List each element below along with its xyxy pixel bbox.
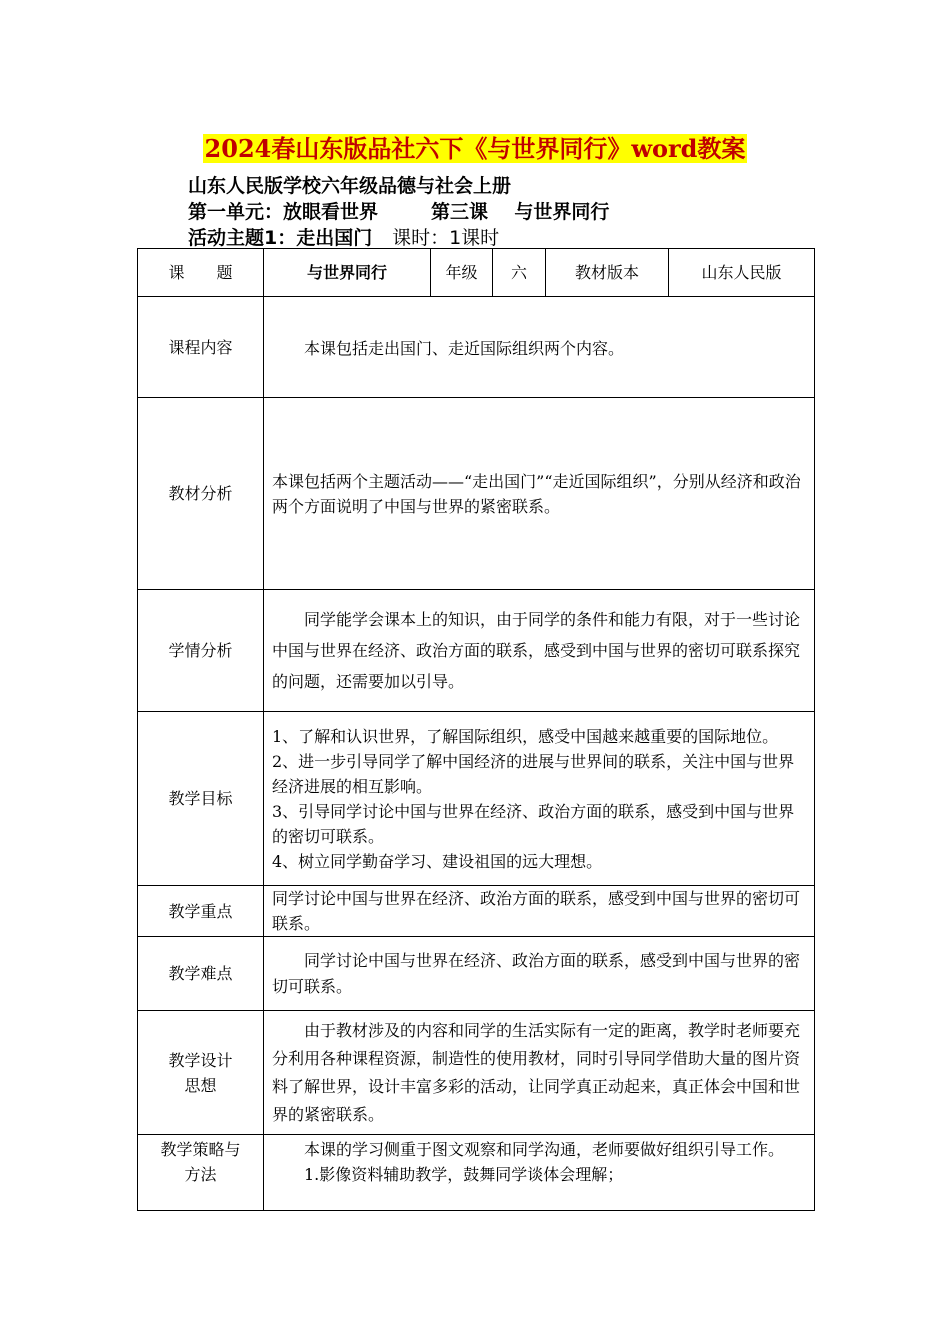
heading-unit: 第一单元：放眼看世界 [188,201,379,223]
label-design [138,1011,264,1135]
table-row-goals [138,712,815,886]
label-keypoint: 教学重点 [138,886,264,937]
design-cell [264,1011,815,1135]
strategy-text-2: 1.影像资料辅助教学，鼓舞同学谈体会理解； [304,1165,624,1184]
goal-item: 3、引导同学讨论中国与世界在经济、政治方面的联系，感受到中国与世界的密切可联系。 [272,801,795,846]
label-difficulty: 教学难点 [138,937,264,1011]
goals-cell [264,712,815,886]
table-row-strategy [138,1135,815,1211]
label-students: 学情分析 [138,590,264,712]
grade-value: 六 [493,249,546,297]
heading-lesson: 第三课 [430,201,488,223]
heading-lesson-name: 与世界同行 [514,201,610,223]
keypoint-text: 同学讨论中国与世界在经济、政治方面的联系，感受到中国与世界的密切可联系。 [272,889,801,933]
content-text: 本课包括走出国门、走近国际组织两个内容。 [304,338,625,358]
label-goals: 教学目标 [138,712,264,886]
page-title-text: 2024春山东版品社六下《与世界同行》word教案 [204,134,746,163]
material-text: 本课包括两个主题活动——“走出国门”“走近国际组织”，分别从经济和政治两个方面说明了中国与世界的紧密联系。 [272,471,801,516]
heading-theme-text: 活动主题1：走出国门 [188,227,373,249]
heading-school: 山东人民版学校六年级品德与社会上册 [188,175,512,197]
lesson-plan-table [137,248,815,1211]
label-material: 教材分析 [138,398,264,590]
label-topic: 课 题 [138,249,264,297]
table-row-students [138,590,815,712]
goal-item: 4、树立同学勤奋学习、建设祖国的远大理想。 [272,851,603,871]
difficulty-cell [264,937,815,1011]
label-strategy-line1: 教学策略与 [160,1140,241,1159]
label-grade: 年级 [431,249,493,297]
label-design-line1: 教学设计 [168,1050,233,1070]
label-edition: 教材版本 [546,249,669,297]
edition-value: 山东人民版 [669,249,815,297]
heading-period: 课时：1课时 [392,227,500,249]
topic-value: 与世界同行 [264,249,431,297]
table-row-content [138,297,815,398]
students-cell [264,590,815,712]
keypoint-cell [264,886,815,937]
page-title [0,133,950,165]
design-text: 由于教材涉及的内容和同学的生活实际有一定的距离，教学时老师要充分利用各种课程资源，制造性的使用教材，同时引导同学借助大量的图片资料了解世界，设计丰富多彩的活动，让同学真正动起来，真正体会中国和世界的紧密联系。 [272,1020,801,1124]
label-strategy [138,1135,264,1211]
strategy-cell [264,1135,815,1211]
table-row-keypoint [138,886,815,937]
label-content: 课程内容 [138,297,264,398]
table-row-difficulty [138,937,815,1011]
label-strategy-line2: 方法 [184,1165,217,1184]
goal-item: 2、进一步引导同学了解中国经济的进展与世界间的联系，关注中国与世界经济进展的相互影响。 [272,751,795,796]
table-header-row [138,249,815,297]
students-text: 同学能学会课本上的知识，由于同学的条件和能力有限，对于一些讨论中国与世界在经济、政治方面的联系，感受到中国与世界的密切可联系探究 的问题，还需要加以引导。 [272,610,801,691]
strategy-text-1: 本课的学习侧重于图文观察和同学沟通，老师要做好组织引导工作。 [304,1140,785,1159]
material-cell [264,398,815,590]
goal-item: 1、了解和认识世界，了解国际组织，感受中国越来越重要的国际地位。 [272,726,779,746]
table-row-design [138,1011,815,1135]
content-cell [264,297,815,398]
difficulty-text: 同学讨论中国与世界在经济、政治方面的联系，感受到中国与世界的密切可联系。 [272,950,801,996]
label-design-line2: 思想 [184,1075,217,1095]
heading-unit-lesson [188,199,609,225]
table-row-material [138,398,815,590]
